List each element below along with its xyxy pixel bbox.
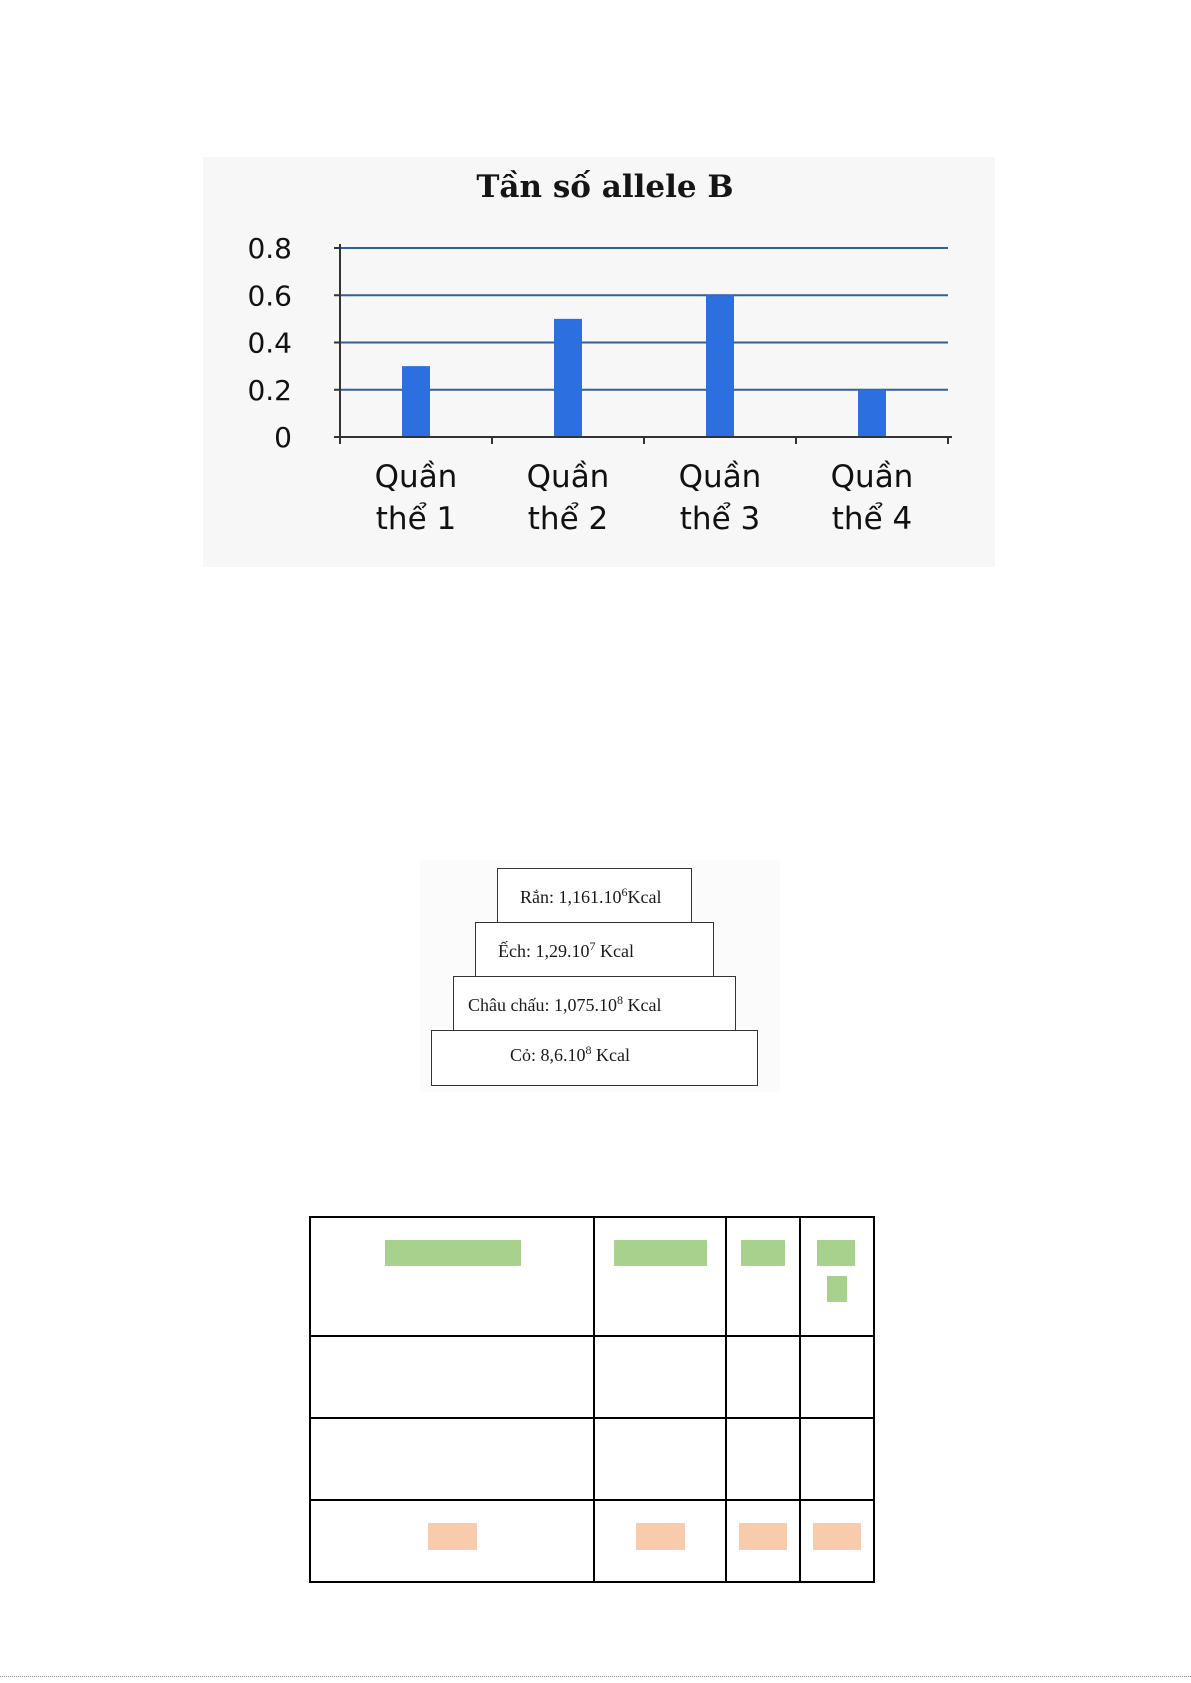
table-cell bbox=[726, 1500, 800, 1582]
y-tick-label: 0 bbox=[274, 421, 292, 454]
table-cell bbox=[310, 1418, 594, 1500]
pyramid-level-grass bbox=[431, 1030, 758, 1086]
pyramid-level-label: Cỏ: 8,6.10$^8$ Kcal bbox=[510, 1043, 630, 1065]
y-tick-label: 0.8 bbox=[247, 232, 292, 265]
highlight-block bbox=[428, 1523, 477, 1550]
table-cell bbox=[594, 1500, 726, 1582]
table-cell bbox=[310, 1336, 594, 1418]
pyramid-level-label: Châu chấu: 1,075.10$^8$ Kcal bbox=[468, 992, 662, 1015]
x-category-label: Quần thể 4 bbox=[830, 459, 914, 537]
y-tick-label: 0.2 bbox=[247, 373, 292, 407]
table-cell bbox=[594, 1336, 726, 1418]
highlight-block bbox=[813, 1523, 861, 1550]
pyramid-level-label: Rắn: 1,161.10$^6$Kcal bbox=[520, 884, 662, 907]
data-table bbox=[309, 1216, 875, 1583]
highlight-block bbox=[739, 1523, 787, 1550]
table-cell bbox=[594, 1217, 726, 1336]
pyramid-level-snake bbox=[497, 868, 692, 924]
y-tick-label: 0.6 bbox=[247, 279, 292, 313]
table-footer-row bbox=[310, 1500, 874, 1582]
page-bottom-rule bbox=[0, 1676, 1191, 1677]
table-cell bbox=[800, 1500, 874, 1582]
x-category-label: Quần thể 2 bbox=[526, 459, 610, 537]
chart-canvas bbox=[203, 157, 995, 567]
y-tick-label: 0.4 bbox=[247, 326, 292, 360]
table-cell bbox=[726, 1336, 800, 1418]
bar bbox=[858, 390, 886, 437]
allele-frequency-chart bbox=[203, 157, 995, 567]
x-category-label: Quần thể 1 bbox=[374, 459, 458, 537]
table-cell bbox=[726, 1418, 800, 1500]
bar bbox=[706, 295, 734, 437]
table-cell bbox=[800, 1336, 874, 1418]
x-category-label: Quần thể 3 bbox=[678, 459, 762, 537]
table-header-row bbox=[310, 1217, 874, 1336]
grid-lines bbox=[340, 248, 948, 390]
bars bbox=[402, 295, 886, 437]
highlight-block bbox=[741, 1240, 785, 1266]
bar bbox=[402, 366, 430, 437]
table-row bbox=[310, 1336, 874, 1418]
table-cell bbox=[310, 1217, 594, 1336]
table-cell bbox=[800, 1217, 874, 1336]
table-cell bbox=[726, 1217, 800, 1336]
bar bbox=[554, 319, 582, 437]
table-cell bbox=[800, 1418, 874, 1500]
highlight-block bbox=[385, 1240, 521, 1266]
chart-title: Tần số allele B bbox=[476, 169, 734, 205]
pyramid-level-frog bbox=[475, 922, 714, 978]
highlight-block bbox=[636, 1523, 685, 1550]
category-labels bbox=[375, 459, 914, 537]
pyramid-level-label: Ếch: 1,29.10$^7$ Kcal bbox=[498, 938, 634, 961]
highlight-block bbox=[827, 1276, 847, 1302]
highlight-block bbox=[817, 1240, 855, 1266]
table-cell bbox=[594, 1418, 726, 1500]
table-row bbox=[310, 1418, 874, 1500]
pyramid-level-grasshopper bbox=[453, 976, 736, 1032]
y-tick-labels bbox=[247, 232, 292, 454]
energy-pyramid bbox=[420, 860, 780, 1092]
highlight-block bbox=[614, 1240, 707, 1266]
table-cell bbox=[310, 1500, 594, 1582]
